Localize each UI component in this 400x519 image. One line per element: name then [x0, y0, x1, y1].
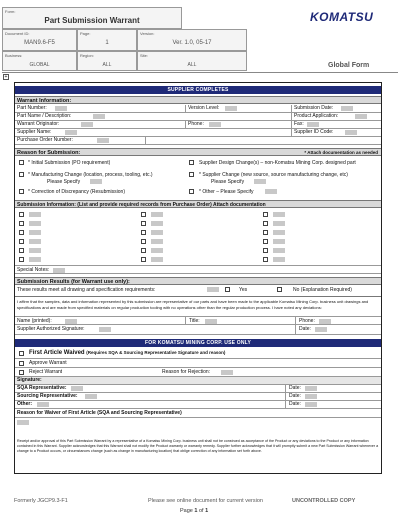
affirm-name-label: Name (printed): [17, 318, 52, 324]
submission-item-checkbox[interactable] [19, 221, 24, 226]
phone-field[interactable] [209, 122, 221, 127]
sqa-date-field[interactable] [305, 386, 317, 391]
affirm-date-field[interactable] [315, 327, 327, 332]
version-level-field[interactable] [225, 106, 237, 111]
originator-label: Warrant Originator: [17, 121, 60, 127]
warrant-info-heading: Warrant Information: [15, 96, 381, 104]
submission-item-field[interactable] [151, 230, 163, 235]
supplier-specify-field[interactable] [254, 179, 266, 184]
footer-formerly: Formerly JGCP9.3-F1 [14, 498, 68, 504]
results-heading: Submission Results (for Warrant use only): [15, 277, 381, 285]
footer-page-prefix: Page [180, 508, 193, 514]
business-cell [2, 51, 77, 71]
sourcing-field[interactable] [85, 394, 97, 399]
submission-item-field[interactable] [29, 248, 41, 253]
supplier-completes-banner: SUPPLIER COMPLETES [15, 86, 381, 94]
po-number-field[interactable] [97, 138, 109, 143]
warrant-row-3 [15, 121, 381, 129]
first-article-checkbox[interactable] [19, 351, 24, 356]
reason-title: Reason for Submission: [17, 150, 81, 156]
page-label: Page: [80, 31, 91, 36]
mfg-specify-field[interactable] [90, 179, 102, 184]
signature-label: Signature: [17, 377, 42, 383]
submission-item-checkbox[interactable] [141, 212, 146, 217]
affirm-signature-label: Supplier Authorized Signature: [17, 326, 85, 332]
approve-row [15, 359, 381, 368]
affirm-title-label: Title: [189, 318, 200, 324]
phone-label: Phone: [188, 121, 204, 127]
mfg-specify-label: Please Specify [47, 179, 81, 185]
expand-toggle[interactable]: + [4, 74, 8, 80]
other-date-field[interactable] [305, 402, 317, 407]
other-rep-field[interactable] [37, 402, 49, 407]
submission-item-checkbox[interactable] [141, 239, 146, 244]
other-label: * Other – Please Specify [199, 189, 254, 195]
submission-item-field[interactable] [29, 257, 41, 262]
submission-item-field[interactable] [273, 248, 285, 253]
correction-checkbox[interactable] [19, 189, 24, 194]
affirm-text: I affirm that the samples, data and information represented by this submission are representative of our parts and have been made to the applicable Komatsu Mining Corp. business unit drawings and specifications and are made from specified materials on regular production tooling with no operations other than the regular production process. I have noted any deviations: [17, 299, 369, 310]
other-date-label: Date: [289, 401, 301, 407]
submission-item-checkbox[interactable] [141, 248, 146, 253]
reject-label: Reject Warrant [29, 369, 63, 375]
region-label: Region: [80, 53, 94, 58]
first-article-title-text: First Article Waived [29, 350, 85, 356]
sqa-field[interactable] [71, 386, 83, 391]
product-application-label: Product Application: [294, 113, 339, 119]
footer-page [180, 508, 208, 514]
supplier-change-checkbox[interactable] [189, 172, 194, 177]
submission-item-checkbox[interactable] [19, 230, 24, 235]
kmc-use-only-banner: FOR KOMATSU MINING CORP. USE ONLY [15, 339, 381, 347]
footer-page-of: of [198, 508, 204, 514]
design-change-label: Supplier Design Change(s) – non-Komatsu Mining Corp. designed part [199, 160, 356, 166]
business-label: Business: [5, 53, 23, 58]
submission-item-field[interactable] [29, 221, 41, 226]
submission-item-field[interactable] [151, 239, 163, 244]
doc-id-label: Document ID: [5, 31, 30, 36]
affirm-date-label: Date: [299, 326, 311, 332]
komatsu-logo: KOMATSU [310, 10, 374, 24]
results-no-label: No (Explanation Required) [293, 287, 352, 293]
other-rep-label: Other: [17, 401, 32, 407]
results-extra-field[interactable] [207, 287, 219, 292]
submission-item-field[interactable] [29, 230, 41, 235]
sourcing-date-field[interactable] [305, 394, 317, 399]
submission-item-checkbox[interactable] [19, 239, 24, 244]
doc-id-cell [2, 29, 77, 51]
initial-submission-label: * Initial Submission (PO requirement) [28, 160, 111, 166]
reject-reason-field[interactable] [221, 370, 233, 375]
affirm-phone-label: Phone: [299, 318, 315, 324]
submission-item-checkbox[interactable] [141, 221, 146, 226]
fax-label: Fax: [294, 121, 304, 127]
site: ALL [187, 62, 197, 68]
submission-item-checkbox[interactable] [263, 257, 268, 262]
results-yes-label: Yes [239, 287, 248, 293]
affirm-signature-field[interactable] [99, 327, 111, 332]
submission-date-field[interactable] [341, 106, 353, 111]
submission-item-field[interactable] [273, 239, 285, 244]
part-name-field[interactable] [93, 114, 105, 119]
submission-item-field[interactable] [273, 221, 285, 226]
sqa-date-label: Date: [289, 385, 301, 391]
originator-field[interactable] [81, 122, 93, 127]
footer-page-num: 1 [194, 508, 198, 514]
submission-info-grid [15, 209, 381, 265]
special-notes-label: Special Notes: [17, 267, 50, 273]
form-title-cell [2, 7, 182, 29]
submission-item-checkbox[interactable] [263, 239, 268, 244]
form-title: Part Submission Warrant [44, 16, 140, 25]
product-application-field[interactable] [355, 114, 367, 119]
business: GLOBAL [29, 62, 50, 68]
part-number-field[interactable] [55, 106, 67, 111]
other-specify-field[interactable] [265, 189, 277, 194]
sourcing-date-label: Date: [289, 393, 301, 399]
site-label: Site: [140, 53, 149, 58]
sourcing-row [15, 393, 381, 401]
first-article-row [15, 349, 381, 359]
submission-item-field[interactable] [29, 212, 41, 217]
submission-item-field[interactable] [29, 239, 41, 244]
version-level-label: Version Level: [188, 105, 220, 111]
header-divider [2, 72, 398, 73]
results-no-checkbox[interactable] [277, 287, 282, 292]
form-label: Form: [5, 9, 16, 14]
version-label: Version: [140, 31, 155, 36]
submission-item-field[interactable] [151, 221, 163, 226]
affirm-phone-field[interactable] [319, 319, 331, 324]
affirm-signature-row [15, 325, 381, 335]
part-name-label: Part Name / Description: [17, 113, 72, 119]
affirm-name-field[interactable] [65, 319, 77, 324]
approve-label: Approve Warrant [29, 360, 67, 366]
submission-item-checkbox[interactable] [263, 248, 268, 253]
approve-checkbox[interactable] [19, 361, 24, 366]
supplier-name-label: Supplier Name: [17, 129, 52, 135]
reject-row [15, 368, 381, 377]
supplier-specify-label: Please Specify [211, 179, 245, 185]
supplier-name-field[interactable] [65, 130, 77, 135]
footer-page-total: 1 [205, 508, 209, 514]
other-checkbox[interactable] [189, 189, 194, 194]
warrant-form [14, 82, 382, 474]
sqa-label: SQA Representative: [17, 385, 67, 391]
mfg-change-label: * Manufacturing Change (location, process, tooling, etc.) [28, 172, 153, 178]
submission-info-heading: Submission Information: (List and provide required records from Purchase Order) Attach documentation [15, 200, 381, 208]
site-cell [137, 51, 247, 71]
page-number: 1 [105, 40, 109, 46]
submission-item-checkbox[interactable] [263, 230, 268, 235]
waiver-reason-label: Reason for Waiver of First Article (SQA and Sourcing Representative) [17, 410, 182, 416]
reason-note: * Attach documentation as needed [304, 150, 378, 155]
region: ALL [102, 62, 112, 68]
waiver-reason-field[interactable] [17, 420, 29, 425]
mfg-change-checkbox[interactable] [19, 172, 24, 177]
reject-checkbox[interactable] [19, 370, 24, 375]
signature-heading-row [15, 377, 381, 385]
footer-online-note: Please see online document for current version [148, 498, 263, 504]
affirm-name-row [15, 316, 381, 325]
footer-uncontrolled: UNCONTROLLED COPY [292, 498, 356, 504]
doc-id: MAN9.6-F5 [24, 40, 55, 46]
supplier-id-label: Supplier ID Code: [294, 129, 334, 135]
affirm-divider [15, 296, 381, 297]
version: Ver. 1.0, 05-17 [172, 40, 212, 46]
initial-submission-checkbox[interactable] [19, 160, 24, 165]
part-number-label: Part Number: [17, 105, 47, 111]
submission-date-label: Submission Date: [294, 105, 334, 111]
correction-label: * Correction of Discrepancy (Resubmission) [28, 189, 125, 195]
submission-item-checkbox[interactable] [19, 257, 24, 262]
results-statement: These results meet all drawing and specification requirements: [17, 287, 156, 293]
submission-item-checkbox[interactable] [263, 221, 268, 226]
first-article-subtitle: (Requires SQA & Sourcing Representative Signature and reason) [86, 350, 226, 355]
other-row [15, 401, 381, 409]
submission-item-checkbox[interactable] [141, 257, 146, 262]
special-notes-row [15, 265, 381, 274]
version-cell [137, 29, 247, 51]
warrant-row-1 [15, 105, 381, 113]
results-yes-checkbox[interactable] [225, 287, 230, 292]
submission-item-field[interactable] [151, 257, 163, 262]
submission-item-checkbox[interactable] [19, 248, 24, 253]
submission-item-checkbox[interactable] [263, 212, 268, 217]
reason-heading [15, 148, 381, 156]
po-number-label: Purchase Order Number: [17, 137, 73, 143]
region-cell [77, 51, 137, 71]
warrant-row-2 [15, 113, 381, 121]
waiver-reason-row [15, 409, 381, 418]
special-notes-field[interactable] [53, 268, 65, 273]
fax-field[interactable] [307, 122, 319, 127]
submission-item-field[interactable] [151, 212, 163, 217]
disclaimer-text: Receipt and/or approval of this Part Submission Warrant by a representative of a Komatsu Mining Corp. business unit shall not be construed as acceptance of the Product or any deviations to the Product or any information contained in this Warrant. Supplier acknowledges that this Warrant shall not modify the Product warranty or warranty remedy. Supplier further acknowledges that it will promptly submit a new Part Submission Warrant whenever a change to a Product occurs, or circumstances change (such as change in manufacturing location) that oblige correction of any information set forth above. [17, 439, 379, 453]
submission-item-field[interactable] [151, 248, 163, 253]
reject-reason-label: Reason for Rejection: [162, 369, 211, 375]
submission-item-field[interactable] [273, 257, 285, 262]
submission-item-checkbox[interactable] [19, 212, 24, 217]
global-form-label: Global Form [328, 62, 370, 69]
submission-item-field[interactable] [273, 230, 285, 235]
supplier-change-label: * Supplier Change (new source, source manufacturing change, etc) [199, 172, 348, 178]
sqa-row [15, 385, 381, 393]
design-change-checkbox[interactable] [189, 160, 194, 165]
first-article-title [29, 350, 225, 356]
warrant-row-5 [15, 137, 381, 145]
supplier-id-field[interactable] [345, 130, 357, 135]
page-cell [77, 29, 137, 51]
warrant-row-4 [15, 129, 381, 137]
submission-item-checkbox[interactable] [141, 230, 146, 235]
submission-item-field[interactable] [273, 212, 285, 217]
sourcing-label: Sourcing Representative: [17, 393, 78, 399]
affirm-title-field[interactable] [205, 319, 217, 324]
